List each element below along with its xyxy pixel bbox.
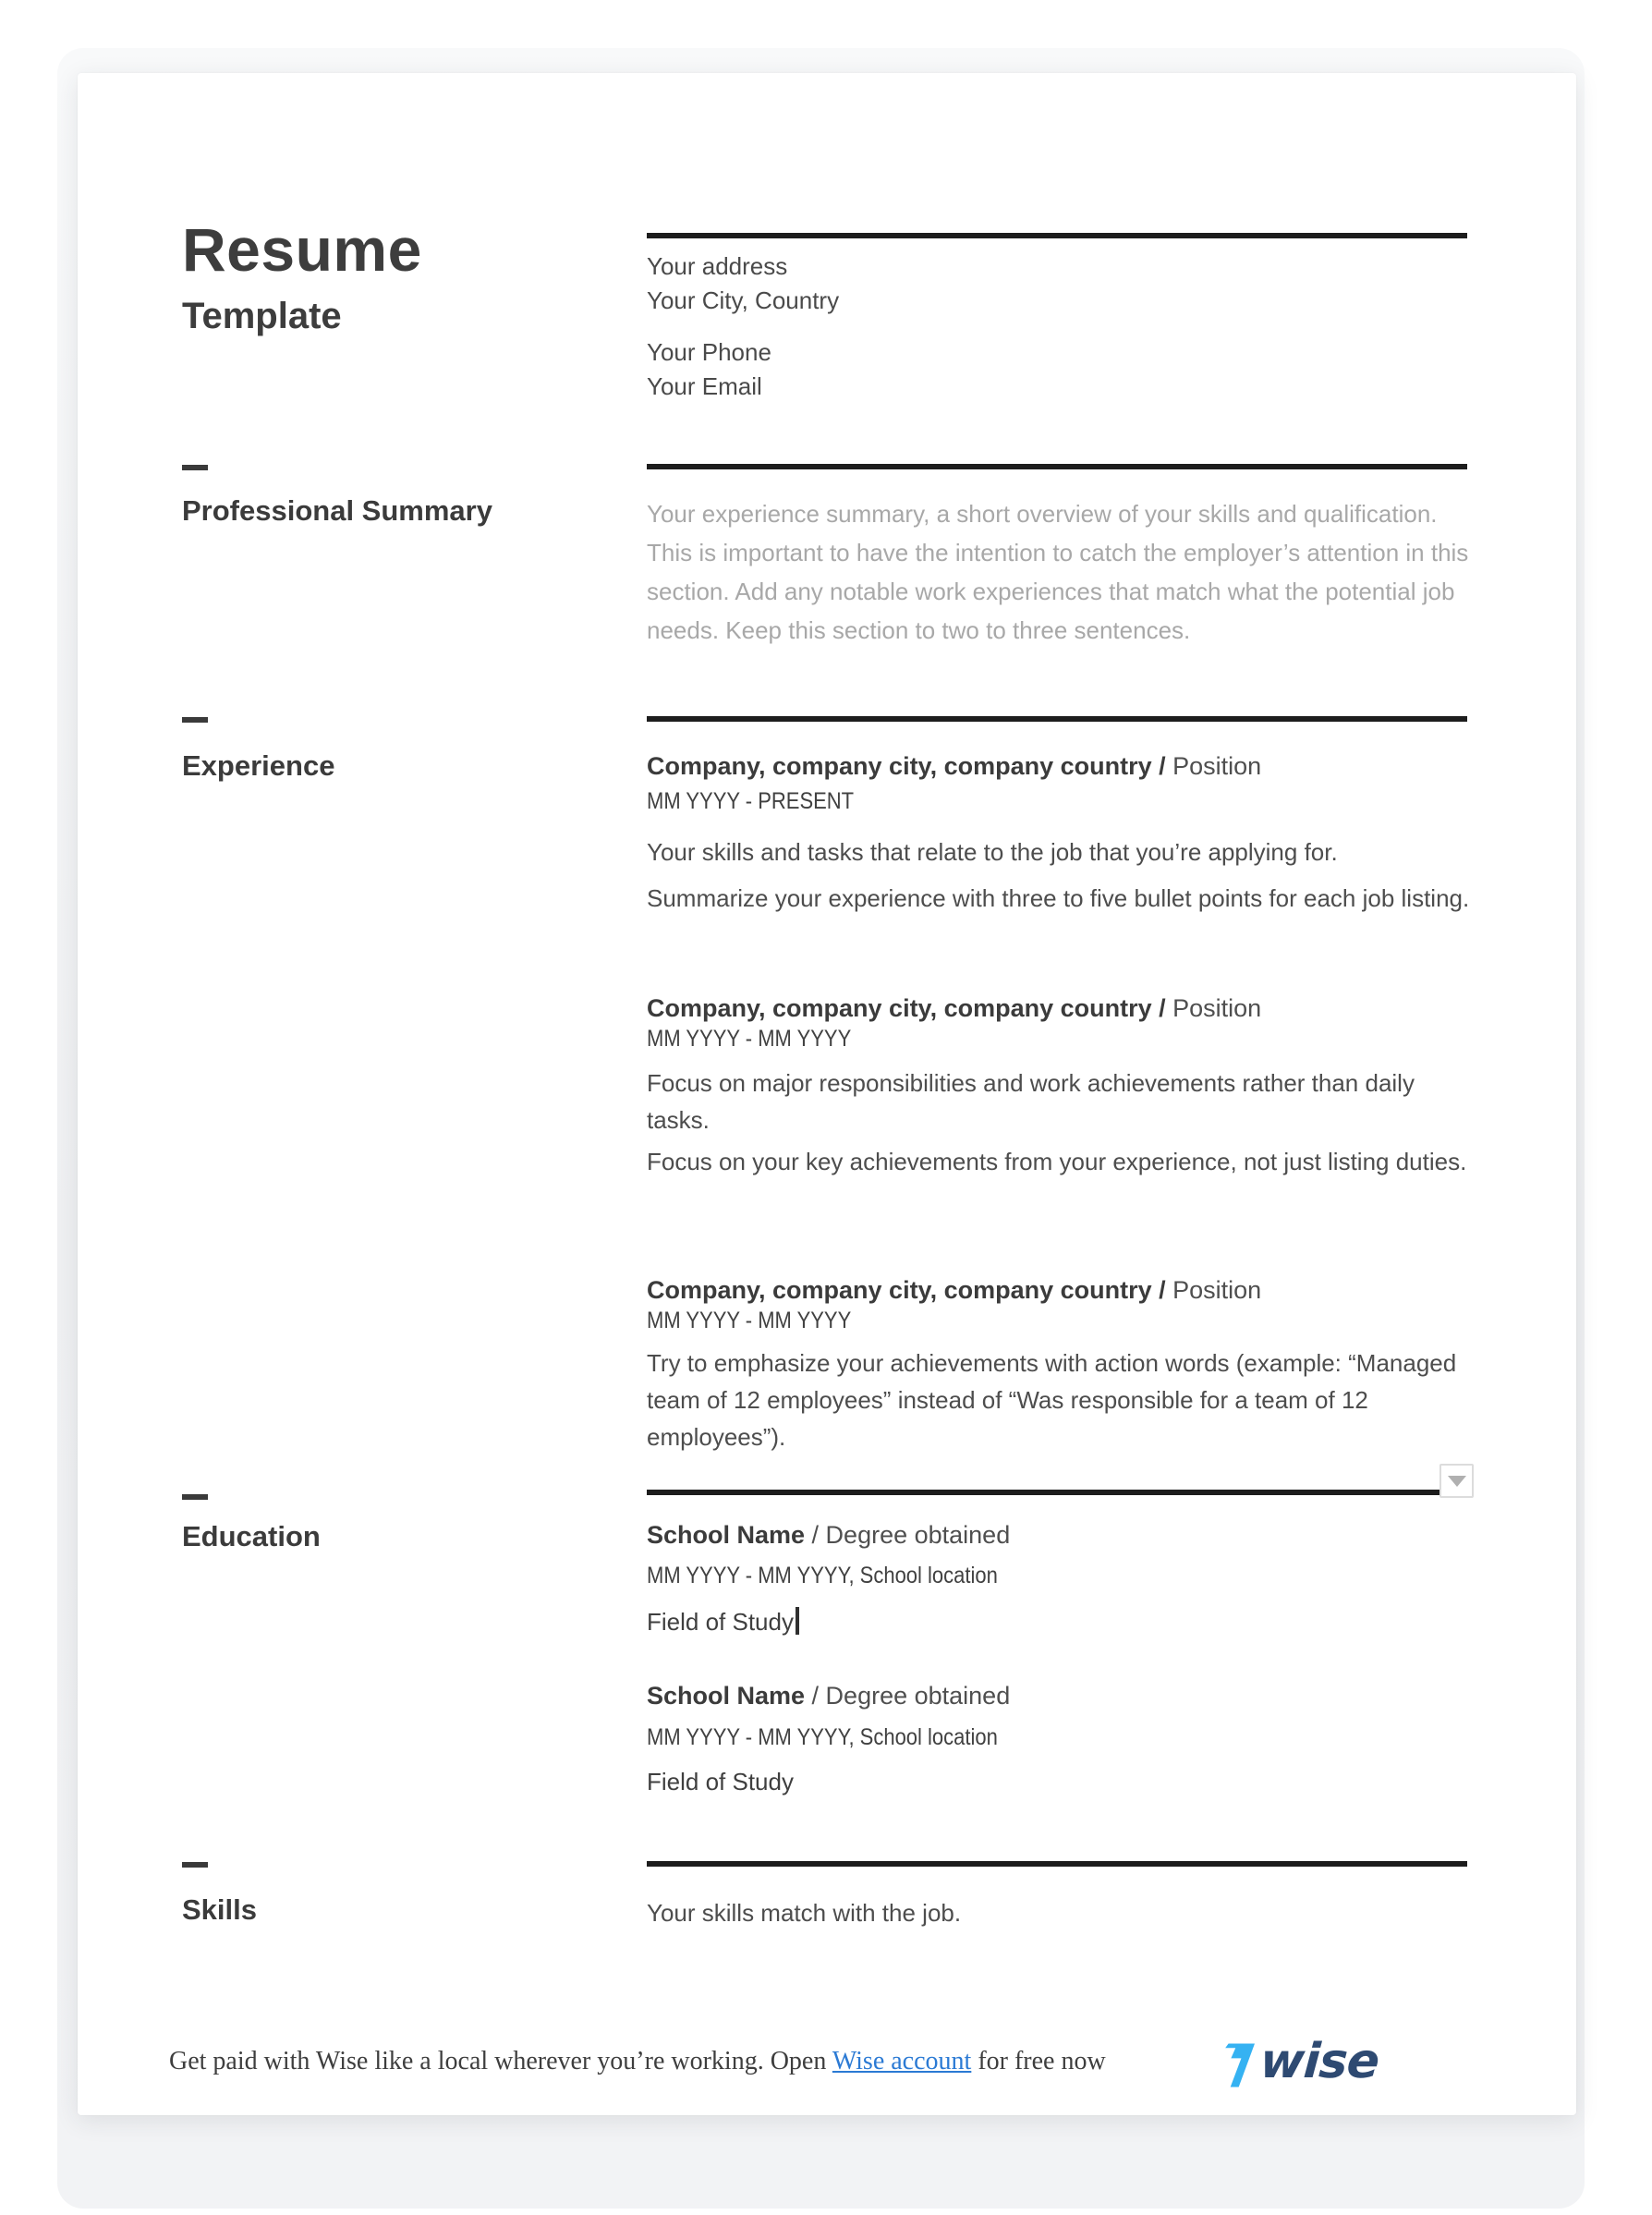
experience-entry-dates: MM YYYY - PRESENT xyxy=(647,788,855,814)
education-entry-title xyxy=(647,1680,1478,1711)
section-dash-experience xyxy=(182,717,208,723)
experience-entry-paragraph: Try to emphasize your achievements with action words (example: “Managed team of 12 employees” instead of “Was responsible for a team of 12 employees”). xyxy=(647,1349,1457,1451)
experience-entry-paragraph: Your skills and tasks that relate to the job that you’re applying for. xyxy=(647,838,1338,866)
contact-email: Your Email xyxy=(647,372,762,400)
wise-logo xyxy=(1221,2034,1381,2089)
skills-heading: Skills xyxy=(182,1893,257,1926)
company-name: Company, company city, company country / xyxy=(647,1276,1166,1304)
education-entry-dates: MM YYYY - MM YYYY, School location xyxy=(647,1724,998,1750)
resume-document-page xyxy=(78,73,1576,2115)
experience-divider-rule xyxy=(647,716,1467,722)
experience-entry-dates: MM YYYY - MM YYYY xyxy=(647,1308,852,1333)
section-dash-skills xyxy=(182,1862,208,1868)
experience-entry-title xyxy=(647,992,1478,1024)
company-name: Company, company city, company country / xyxy=(647,994,1166,1022)
chevron-down-icon xyxy=(1448,1476,1466,1487)
text-cursor xyxy=(796,1607,799,1635)
education-field-of-study: Field of Study xyxy=(647,1768,794,1795)
viewer-background-panel xyxy=(57,48,1585,2209)
header-divider-rule xyxy=(647,233,1467,238)
wise-wordmark: wise xyxy=(1257,2034,1381,2089)
degree-label: / Degree obtained xyxy=(805,1682,1011,1710)
skills-divider-rule xyxy=(647,1861,1467,1867)
experience-entry-title xyxy=(647,1274,1478,1306)
scroll-expand-button[interactable] xyxy=(1439,1464,1474,1498)
summary-heading: Professional Summary xyxy=(182,494,492,527)
education-entry-dates: MM YYYY - MM YYYY, School location xyxy=(647,1563,998,1588)
degree-label: / Degree obtained xyxy=(805,1521,1011,1549)
doc-title: Resume xyxy=(182,215,422,284)
position-label: Position xyxy=(1165,1276,1262,1304)
skills-text: Your skills match with the job. xyxy=(647,1899,962,1927)
education-heading: Education xyxy=(182,1520,321,1552)
position-label: Position xyxy=(1165,994,1262,1022)
school-name: School Name xyxy=(647,1521,806,1549)
experience-entry-paragraph: Focus on your key achievements from your experience, not just listing duties. xyxy=(647,1148,1467,1175)
doc-subtitle: Template xyxy=(182,296,342,336)
contact-address: Your address xyxy=(647,252,788,280)
company-name: Company, company city, company country / xyxy=(647,752,1166,780)
experience-heading: Experience xyxy=(182,749,335,782)
footer-promo-text: Get paid with Wise like a local wherever you’re working. Open Wise account for free now xyxy=(169,2047,1106,2075)
education-divider-rule xyxy=(647,1490,1439,1495)
wise-flag-icon xyxy=(1221,2043,1255,2087)
contact-city-country: Your City, Country xyxy=(647,286,840,314)
contact-address-block xyxy=(647,249,839,318)
experience-entry-dates: MM YYYY - MM YYYY xyxy=(647,1026,852,1052)
position-label: Position xyxy=(1165,752,1262,780)
section-dash-education xyxy=(182,1494,208,1500)
section-dash-summary xyxy=(182,465,208,470)
education-entry-title xyxy=(647,1519,1478,1551)
summary-divider-rule xyxy=(647,464,1467,469)
experience-entry-title xyxy=(647,750,1478,782)
contact-phone: Your Phone xyxy=(647,338,771,366)
education-field-of-study[interactable]: Field of Study xyxy=(647,1606,1478,1637)
contact-phone-block xyxy=(647,335,771,404)
experience-entry-paragraph: Summarize your experience with three to five bullet points for each job listing. xyxy=(647,884,1470,912)
school-name: School Name xyxy=(647,1682,806,1710)
summary-placeholder-text: Your experience summary, a short overview of your skills and qualification. This is important to have the intention to catch the employer’s attention in this section. Add any notable work experiences that match what the potential job needs. Keep this section to two to three sentences. xyxy=(647,500,1469,644)
wise-account-link[interactable]: Wise account xyxy=(832,2047,972,2075)
experience-entry-paragraph: Focus on major responsibilities and work achievements rather than daily tasks. xyxy=(647,1069,1415,1134)
